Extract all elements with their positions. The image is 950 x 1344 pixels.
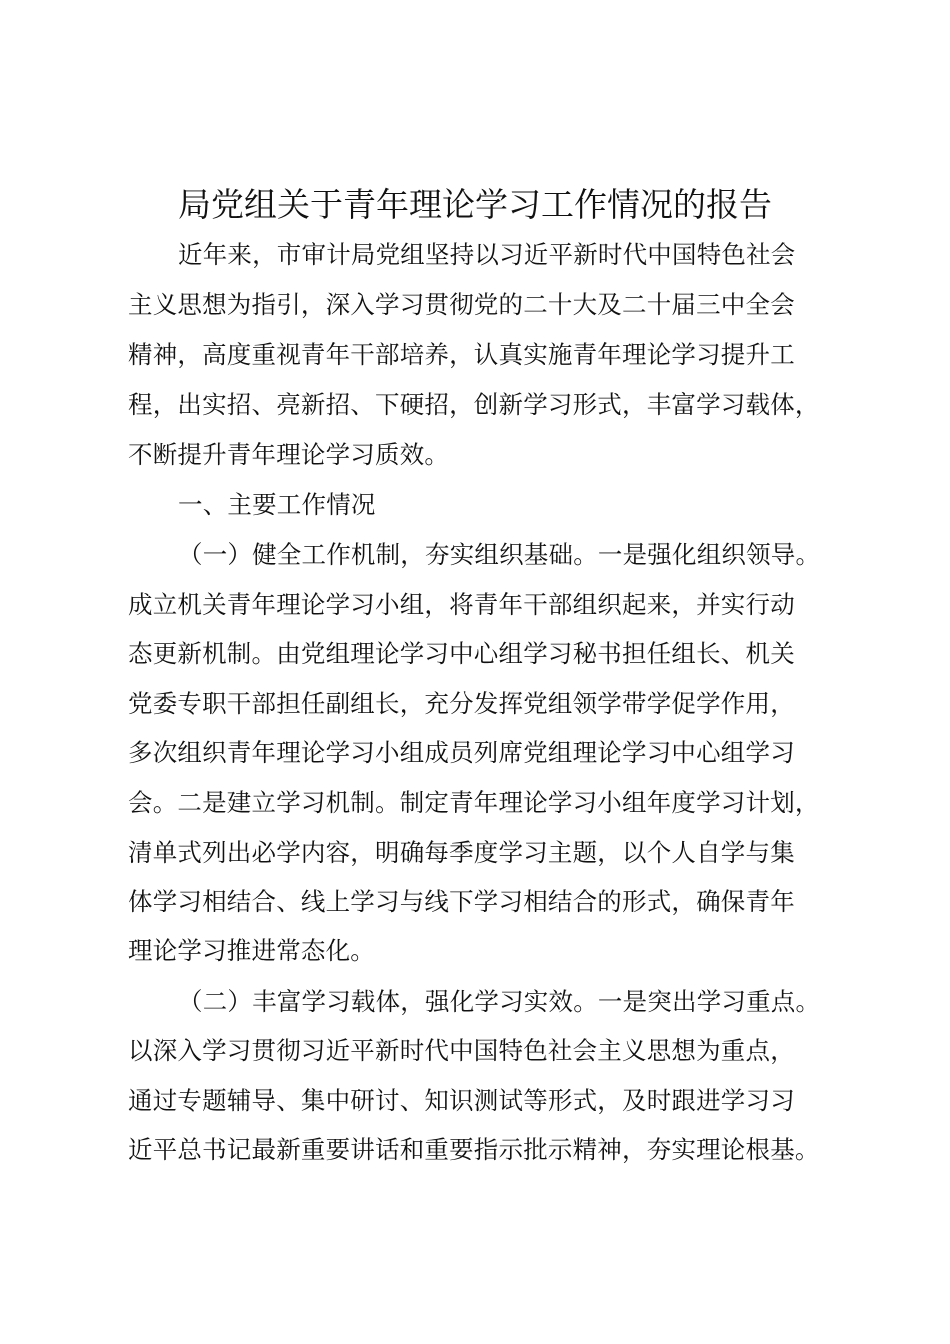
paragraph-line: 体学习相结合、线上学习与线下学习相结合的形式，确保青年 [128, 887, 795, 916]
paragraph-line: 近平总书记最新重要讲话和重要指示批示精神，夯实理论根基。 [128, 1135, 820, 1164]
paragraph-line: 程，出实招、亮新招、下硬招，创新学习形式，丰富学习载体， [128, 390, 820, 419]
paragraph-line: 会。二是建立学习机制。制定青年理论学习小组年度学习计划， [128, 788, 820, 817]
paragraph-line: 通过专题辅导、集中研讨、知识测试等形式，及时跟进学习习 [128, 1086, 795, 1115]
section-heading: 一、主要工作情况 [178, 490, 376, 519]
paragraph-line: 以深入学习贯彻习近平新时代中国特色社会主义思想为重点， [128, 1036, 795, 1065]
paragraph-line: 态更新机制。由党组理论学习中心组学习秘书担任组长、机关 [128, 639, 795, 668]
paragraph-line: 近年来，市审计局党组坚持以习近平新时代中国特色社会 [178, 240, 796, 269]
paragraph-line: 主义思想为指引，深入学习贯彻党的二十大及二十届三中全会 [128, 290, 795, 319]
paragraph-line: （一）健全工作机制，夯实组织基础。一是强化组织领导。 [178, 540, 821, 569]
paragraph-line: 清单式列出必学内容，明确每季度学习主题，以个人自学与集 [128, 838, 795, 867]
paragraph-line: 多次组织青年理论学习小组成员列席党组理论学习中心组学习 [128, 738, 795, 767]
paragraph-line: 不断提升青年理论学习质效。 [128, 440, 450, 469]
paragraph-line: （二）丰富学习载体，强化学习实效。一是突出学习重点。 [178, 987, 821, 1016]
document-title: 局党组关于青年理论学习工作情况的报告 [178, 185, 772, 224]
paragraph-line: 成立机关青年理论学习小组，将青年干部组织起来，并实行动 [128, 590, 795, 619]
paragraph-line: 党委专职干部担任副组长，充分发挥党组领学带学促学作用， [128, 689, 795, 718]
paragraph-line: 理论学习推进常态化。 [128, 936, 375, 965]
paragraph-line: 精神，高度重视青年干部培养，认真实施青年理论学习提升工 [128, 340, 795, 369]
